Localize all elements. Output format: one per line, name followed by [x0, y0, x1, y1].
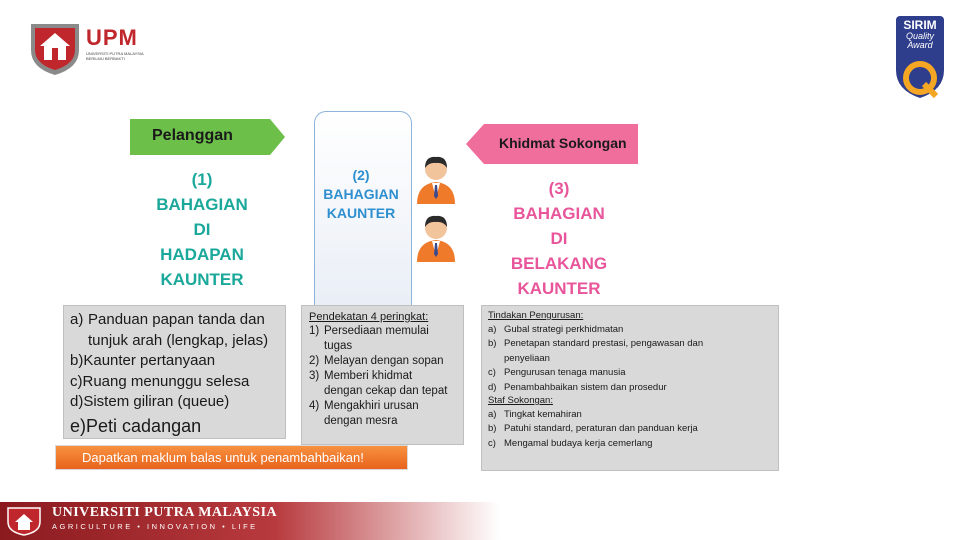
section-2-line: (2)	[352, 167, 370, 183]
section-3-line: BAHAGIAN	[513, 204, 605, 223]
section-2-line: KAUNTER	[326, 205, 396, 221]
section-2-title	[318, 166, 404, 223]
sirim-line3: Award	[907, 40, 933, 50]
sirim-line1: SIRIM	[903, 18, 937, 32]
section-3-line: BELAKANG	[510, 254, 608, 273]
section-2-line: BAHAGIAN	[323, 186, 399, 202]
list-item: 2) Melayan dengan sopan	[309, 355, 444, 367]
back-counter-list	[481, 305, 779, 471]
list-item: penyeliaan	[504, 352, 550, 364]
footer-university: UNIVERSITI PUTRA MALAYSIA	[52, 505, 278, 520]
list-item: a) Panduan papan tanda dan	[70, 311, 265, 328]
front-counter-list	[63, 305, 286, 439]
sirim-line2: Quality	[905, 31, 934, 41]
list-item: d) Sistem giliran (queue)	[70, 393, 230, 410]
section-1-line: (1)	[191, 170, 213, 189]
feedback-banner	[55, 445, 408, 470]
feedback-text: Dapatkan maklum balas untuk penambahbaikan!	[82, 450, 364, 465]
list-item: tugas	[324, 340, 353, 352]
list-item: b) Penetapan standard prestasi, pengawasan dan	[488, 338, 704, 349]
list-item: c) Ruang menunggu selesa	[70, 372, 250, 390]
upm-logo	[28, 20, 158, 78]
list-item: c) Pengurusan tenaga manusia	[488, 367, 626, 378]
section-3-line: (3)	[548, 179, 570, 198]
list-item: c) Mengamal budaya kerja cemerlang	[488, 437, 653, 449]
section-3-title	[498, 176, 620, 301]
section-1-line: KAUNTER	[160, 270, 244, 289]
q-award-icon	[896, 60, 944, 100]
list-item: b) Kaunter pertanyaan	[70, 352, 216, 369]
footer-bar	[0, 502, 500, 540]
pelanggan-label: Pelanggan	[152, 127, 233, 144]
list-item: 4) Mengakhiri urusan	[309, 400, 419, 412]
section-1-line: BAHAGIAN	[156, 195, 248, 214]
section-3-line: DI	[550, 229, 568, 248]
list-item: tunjuk arah (lengkap, jelas)	[88, 331, 269, 349]
list-item: dengan cekap dan tepat	[324, 385, 448, 397]
staff-person-icon-2	[413, 214, 459, 262]
list-item: d) Penambahbaikan sistem dan prosedur	[488, 381, 667, 393]
counter-approach-list	[301, 305, 464, 445]
footer-tagline: AGRICULTURE • INNOVATION • LIFE	[52, 522, 258, 531]
section-1-line: DI	[193, 220, 211, 239]
sirim-award-logo	[896, 16, 944, 100]
list-item: a) Gubal strategi perkhidmatan	[488, 323, 624, 335]
pelanggan-banner	[130, 119, 285, 155]
upm-crest-icon	[28, 20, 82, 76]
section-3-line: KAUNTER	[517, 279, 601, 298]
staff-person-icon	[413, 154, 459, 204]
list-item: b) Patuhi standard, peraturan dan panduan kerja	[488, 423, 698, 434]
box2-heading: Pendekatan 4 peringkat:	[309, 311, 429, 323]
upm-subtitle: UNIVERSITI PUTRA MALAYSIA BERILMU BERBAKTI	[86, 51, 144, 61]
list-item: 1) Persediaan memulai	[309, 325, 429, 337]
footer-crest-icon	[6, 506, 42, 536]
list-item: a) Tingkat kemahiran	[488, 408, 582, 420]
khidmat-sokongan-label: Khidmat Sokongan	[499, 135, 627, 151]
box3-heading-staff: Staf Sokongan:	[488, 395, 553, 406]
list-item: 3) Memberi khidmat	[309, 370, 413, 382]
section-1-line: HADAPAN	[160, 245, 244, 264]
section-1-title	[140, 167, 264, 292]
upm-wordmark: UPM	[86, 25, 138, 50]
list-item: e) Peti cadangan	[70, 415, 202, 436]
box3-heading-management: Tindakan Pengurusan:	[488, 310, 584, 321]
list-item: dengan mesra	[324, 415, 398, 427]
khidmat-sokongan-banner	[466, 124, 638, 164]
